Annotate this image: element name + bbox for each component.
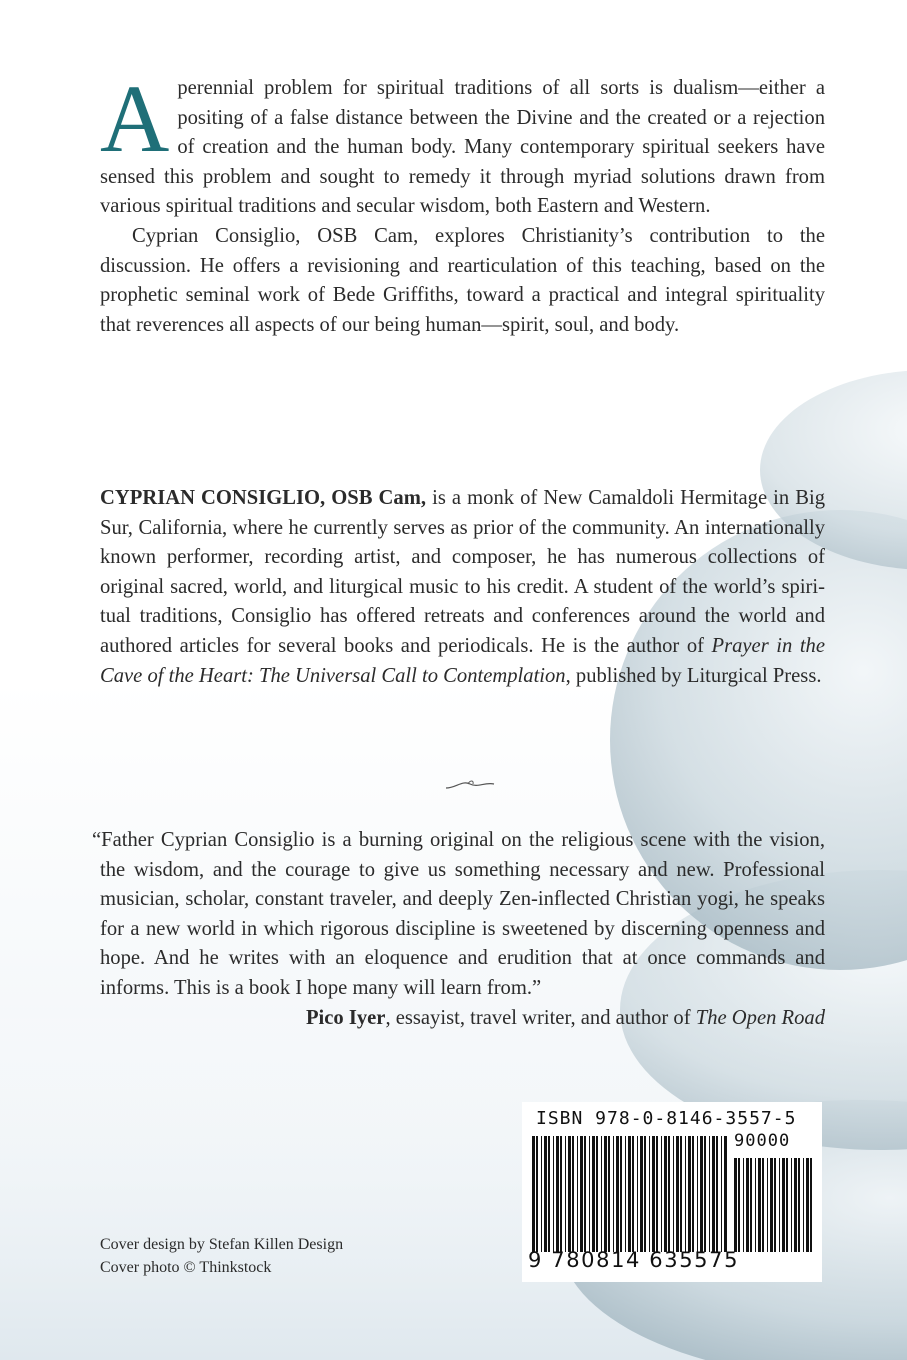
barcode-bar — [544, 1136, 547, 1252]
barcode-bar — [673, 1136, 674, 1252]
barcode-bar — [704, 1136, 706, 1252]
barcode-bar — [577, 1136, 578, 1252]
barcode-bar — [758, 1158, 761, 1252]
barcode-bar — [786, 1158, 788, 1252]
barcode-bar — [668, 1136, 670, 1252]
barcode-bar — [589, 1136, 590, 1252]
quote-attribution — [92, 1004, 825, 1034]
barcode-bar — [676, 1136, 679, 1252]
barcode-bar — [541, 1136, 542, 1252]
cover-credits — [100, 1233, 343, 1279]
barcode-bar — [580, 1136, 583, 1252]
barcode-bar — [532, 1136, 535, 1252]
barcode-bar — [791, 1158, 792, 1252]
quote-author: Pico Iyer — [305, 1006, 386, 1029]
barcode-bar — [743, 1158, 744, 1252]
barcode-bar — [568, 1136, 571, 1252]
barcode-bar — [553, 1136, 554, 1252]
barcode-bar — [536, 1136, 538, 1252]
barcode-bar — [680, 1136, 682, 1252]
barcode-bar — [592, 1136, 595, 1252]
barcode-bar — [746, 1158, 749, 1252]
barcode-bar — [806, 1158, 809, 1252]
barcode-bar — [810, 1158, 812, 1252]
ornament-divider-icon — [440, 776, 500, 796]
barcode-bar — [640, 1136, 643, 1252]
barcode-bar — [794, 1158, 797, 1252]
barcode-bar — [798, 1158, 800, 1252]
barcode-bar — [770, 1158, 773, 1252]
description-para-1-text: perennial problem for spiritual traditions of all sorts is dualism—either a positing of a false distance between the Divine and the created or a rejection of creation and the human body. Many contemporary spiritual seekers have sensed this problem and sought to remedy it through myriad solutions drawn from various spiritual traditions and secular wisdom, both Eastern and Western. — [100, 77, 825, 218]
barcode-bar — [685, 1136, 686, 1252]
barcode-bar — [548, 1136, 550, 1252]
barcode-bar — [652, 1136, 655, 1252]
barcode-bar — [750, 1158, 752, 1252]
barcode-bar — [637, 1136, 638, 1252]
barcode-bar — [656, 1136, 658, 1252]
barcode-bar — [649, 1136, 650, 1252]
barcode-bar — [734, 1158, 737, 1252]
barcode-bar — [774, 1158, 776, 1252]
barcode-bar — [556, 1136, 559, 1252]
bio-book-title: Prayer in the Cave of the Heart: The Universal Call to Contemplation — [100, 634, 825, 687]
barcode-bar — [716, 1136, 718, 1252]
barcode-bar — [596, 1136, 598, 1252]
barcode-bar — [803, 1158, 804, 1252]
barcode-bar — [700, 1136, 703, 1252]
barcode-bar — [688, 1136, 691, 1252]
author-bio — [100, 484, 825, 691]
isbn-barcode — [522, 1102, 822, 1282]
barcode-bar — [661, 1136, 662, 1252]
barcode-bar — [620, 1136, 622, 1252]
bio-text-1: is a monk of New Camaldoli Hermitage in Big Sur, California, where he currently serves as prior of the community. An internationally known performer, recording artist, and composer, he has numerous collections of original sacred, world, and liturgical music to his credit. A student of the world’s spiritual traditions, Consiglio has offered retreats and conferences around the world and authored articles for several books and periodicals. He is the author of — [100, 487, 826, 657]
barcode-bar — [560, 1136, 562, 1252]
barcode-bar — [721, 1136, 722, 1252]
barcode-bar — [779, 1158, 780, 1252]
barcode-bar — [762, 1158, 764, 1252]
barcode-bar — [697, 1136, 698, 1252]
barcode-bar — [724, 1136, 727, 1252]
barcode-bar — [565, 1136, 566, 1252]
barcode-bar — [712, 1136, 715, 1252]
endorsement-quote — [92, 826, 825, 1033]
isbn-label: ISBN 978-0-8146-3557-5 — [536, 1108, 797, 1129]
barcode-bar — [628, 1136, 631, 1252]
quote-author-desc: , essayist, travel writer, and author of — [385, 1006, 696, 1029]
book-description — [100, 65, 825, 340]
barcode-bar — [664, 1136, 667, 1252]
barcode-bar — [601, 1136, 602, 1252]
barcode-bar — [572, 1136, 574, 1252]
barcode-bar — [604, 1136, 607, 1252]
description-para-2: Cyprian Consiglio, OSB Cam, explores Christianity’s contribution to the discussion. He offers a revisioning and rearticulation of this teaching, based on the prophetic seminal work of Bede Griffiths, toward a practical and integral spirituality that reverences all aspects of our being human—spirit, soul, and body. — [100, 224, 825, 336]
barcode-bar — [644, 1136, 646, 1252]
barcode-bar — [584, 1136, 586, 1252]
bio-text-2: , published by Liturgical Press. — [565, 664, 822, 687]
barcode-bar — [613, 1136, 614, 1252]
barcode-bar — [692, 1136, 694, 1252]
barcode-bar — [616, 1136, 619, 1252]
drop-cap: A — [100, 65, 170, 172]
quote-author-book: The Open Road — [695, 1006, 825, 1029]
barcode-bar — [632, 1136, 634, 1252]
quote-text: “Father Cyprian Consiglio is a burning original on the religious scene with the vision, the wisdom, and the courage to give us something necessary and new. Professional musician, scholar, constant traveler, and deeply Zen-inflected Christian yogi, he speaks for a new world in which rigorous discipline is sweetened by discerning openness and hope. And he writes with an eloquence and erudition that at once commands and informs. This is a book I hope many will learn from.” — [92, 829, 825, 999]
cover-design-credit: Cover design by Stefan Killen Design — [100, 1236, 344, 1253]
barcode-bar — [608, 1136, 610, 1252]
cover-photo-credit: Cover photo © Thinkstock — [100, 1259, 272, 1276]
price-code: 90000 — [734, 1131, 791, 1151]
barcode-bar — [709, 1136, 710, 1252]
barcode-bar — [767, 1158, 768, 1252]
barcode-bar — [755, 1158, 756, 1252]
barcode-bar — [782, 1158, 785, 1252]
ean-digits: 9 780814 635575 — [528, 1248, 740, 1272]
barcode-bar — [625, 1136, 626, 1252]
description-para-1 — [100, 65, 825, 222]
author-name: CYPRIAN CONSIGLIO, OSB Cam, — [100, 487, 427, 509]
barcode-bar — [738, 1158, 740, 1252]
